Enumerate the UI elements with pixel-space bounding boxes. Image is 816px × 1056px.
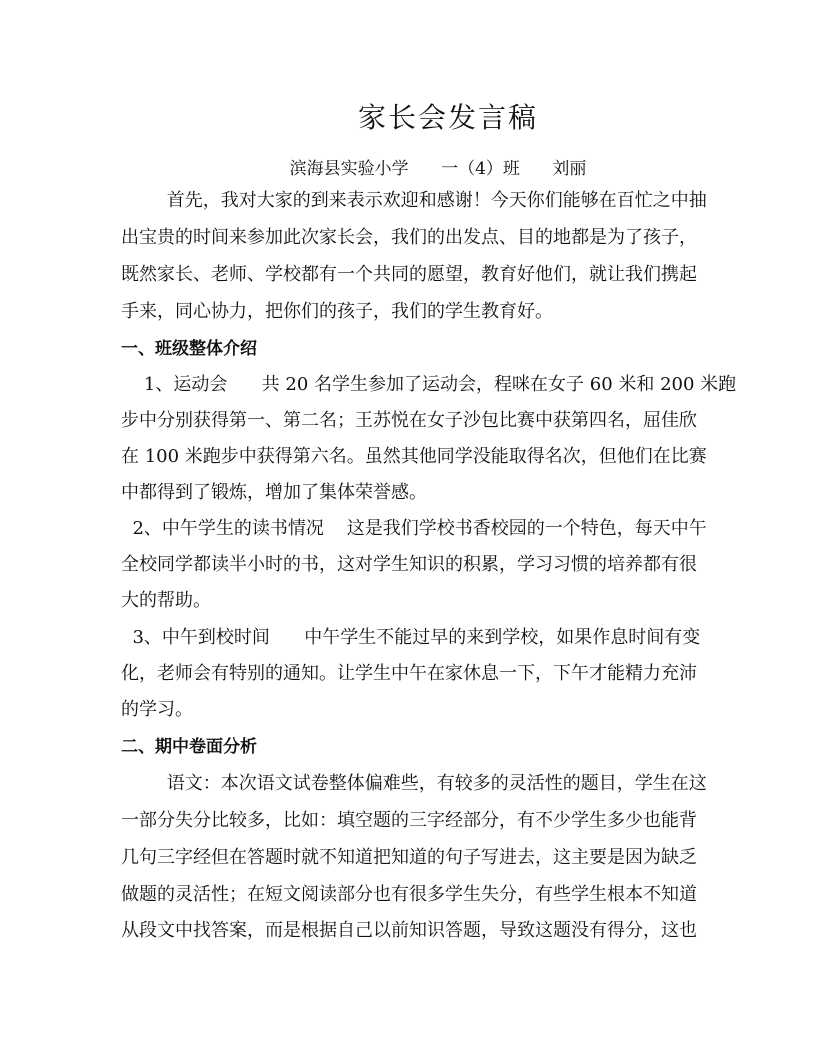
paragraph-line: 全校同学都读半小时的书，这对学生知识的积累，学习习惯的培养都有很 <box>121 554 697 575</box>
paragraph-line: 3、中午到校时间 中午学生不能过早的来到学校，如果作息时间有变 <box>121 627 701 648</box>
paragraph-line: 一部分失分比较多，比如：填空题的三字经部分，有不少学生多少也能背 <box>121 810 697 831</box>
paragraph-line: 做题的灵活性；在短文阅读部分也有很多学生失分，有些学生根本不知道 <box>121 884 697 905</box>
paragraph-line: 首先，我对大家的到来表示欢迎和感谢！今天你们能够在百忙之中抽 <box>121 190 707 211</box>
paragraph-line: 步中分别获得第一、第二名；王苏悦在女子沙包比赛中获第四名，屈佳欣 <box>121 410 697 431</box>
paragraph-line: 从段文中找答案，而是根据自己以前知识答题，导致这题没有得分，这也 <box>121 920 697 941</box>
paragraph-line: 化，老师会有特别的通知。让学生中午在家休息一下，下午才能精力充沛 <box>121 663 697 684</box>
paragraph-line: 中都得到了锻炼，增加了集体荣誉感。 <box>121 482 427 503</box>
section-heading: 一、班级整体介绍 <box>121 339 257 359</box>
paragraph-line: 既然家长、老师、学校都有一个共同的愿望，教育好他们，就让我们携起 <box>121 264 697 285</box>
section-heading: 二、期中卷面分析 <box>121 737 257 757</box>
paragraph-line: 出宝贵的时间来参加此次家长会，我们的出发点、目的地都是为了孩子， <box>121 227 697 248</box>
document-title: 家长会发言稿 <box>357 101 538 134</box>
paragraph-line: 1、运动会 共 20 名学生参加了运动会，程咪在女子 60 米和 200 米跑 <box>121 374 737 395</box>
paragraph-line: 2、中午学生的读书情况 这是我们学校书香校园的一个特色，每天中午 <box>121 518 707 539</box>
paragraph-line: 几句三字经但在答题时就不知道把知道的句子写进去，这主要是因为缺乏 <box>121 847 697 868</box>
paragraph-line: 大的帮助。 <box>121 590 211 611</box>
paragraph-line: 的学习。 <box>121 699 193 720</box>
document-byline: 滨海县实验小学 一（4）班 刘丽 <box>289 159 587 179</box>
paragraph-line: 在 100 米跑步中获得第六名。虽然其他同学没能取得名次，但他们在比赛 <box>121 446 707 467</box>
paragraph-line: 语文：本次语文试卷整体偏难些，有较多的灵活性的题目，学生在这 <box>121 773 707 794</box>
paragraph-line: 手来，同心协力，把你们的孩子，我们的学生教育好。 <box>121 301 553 322</box>
